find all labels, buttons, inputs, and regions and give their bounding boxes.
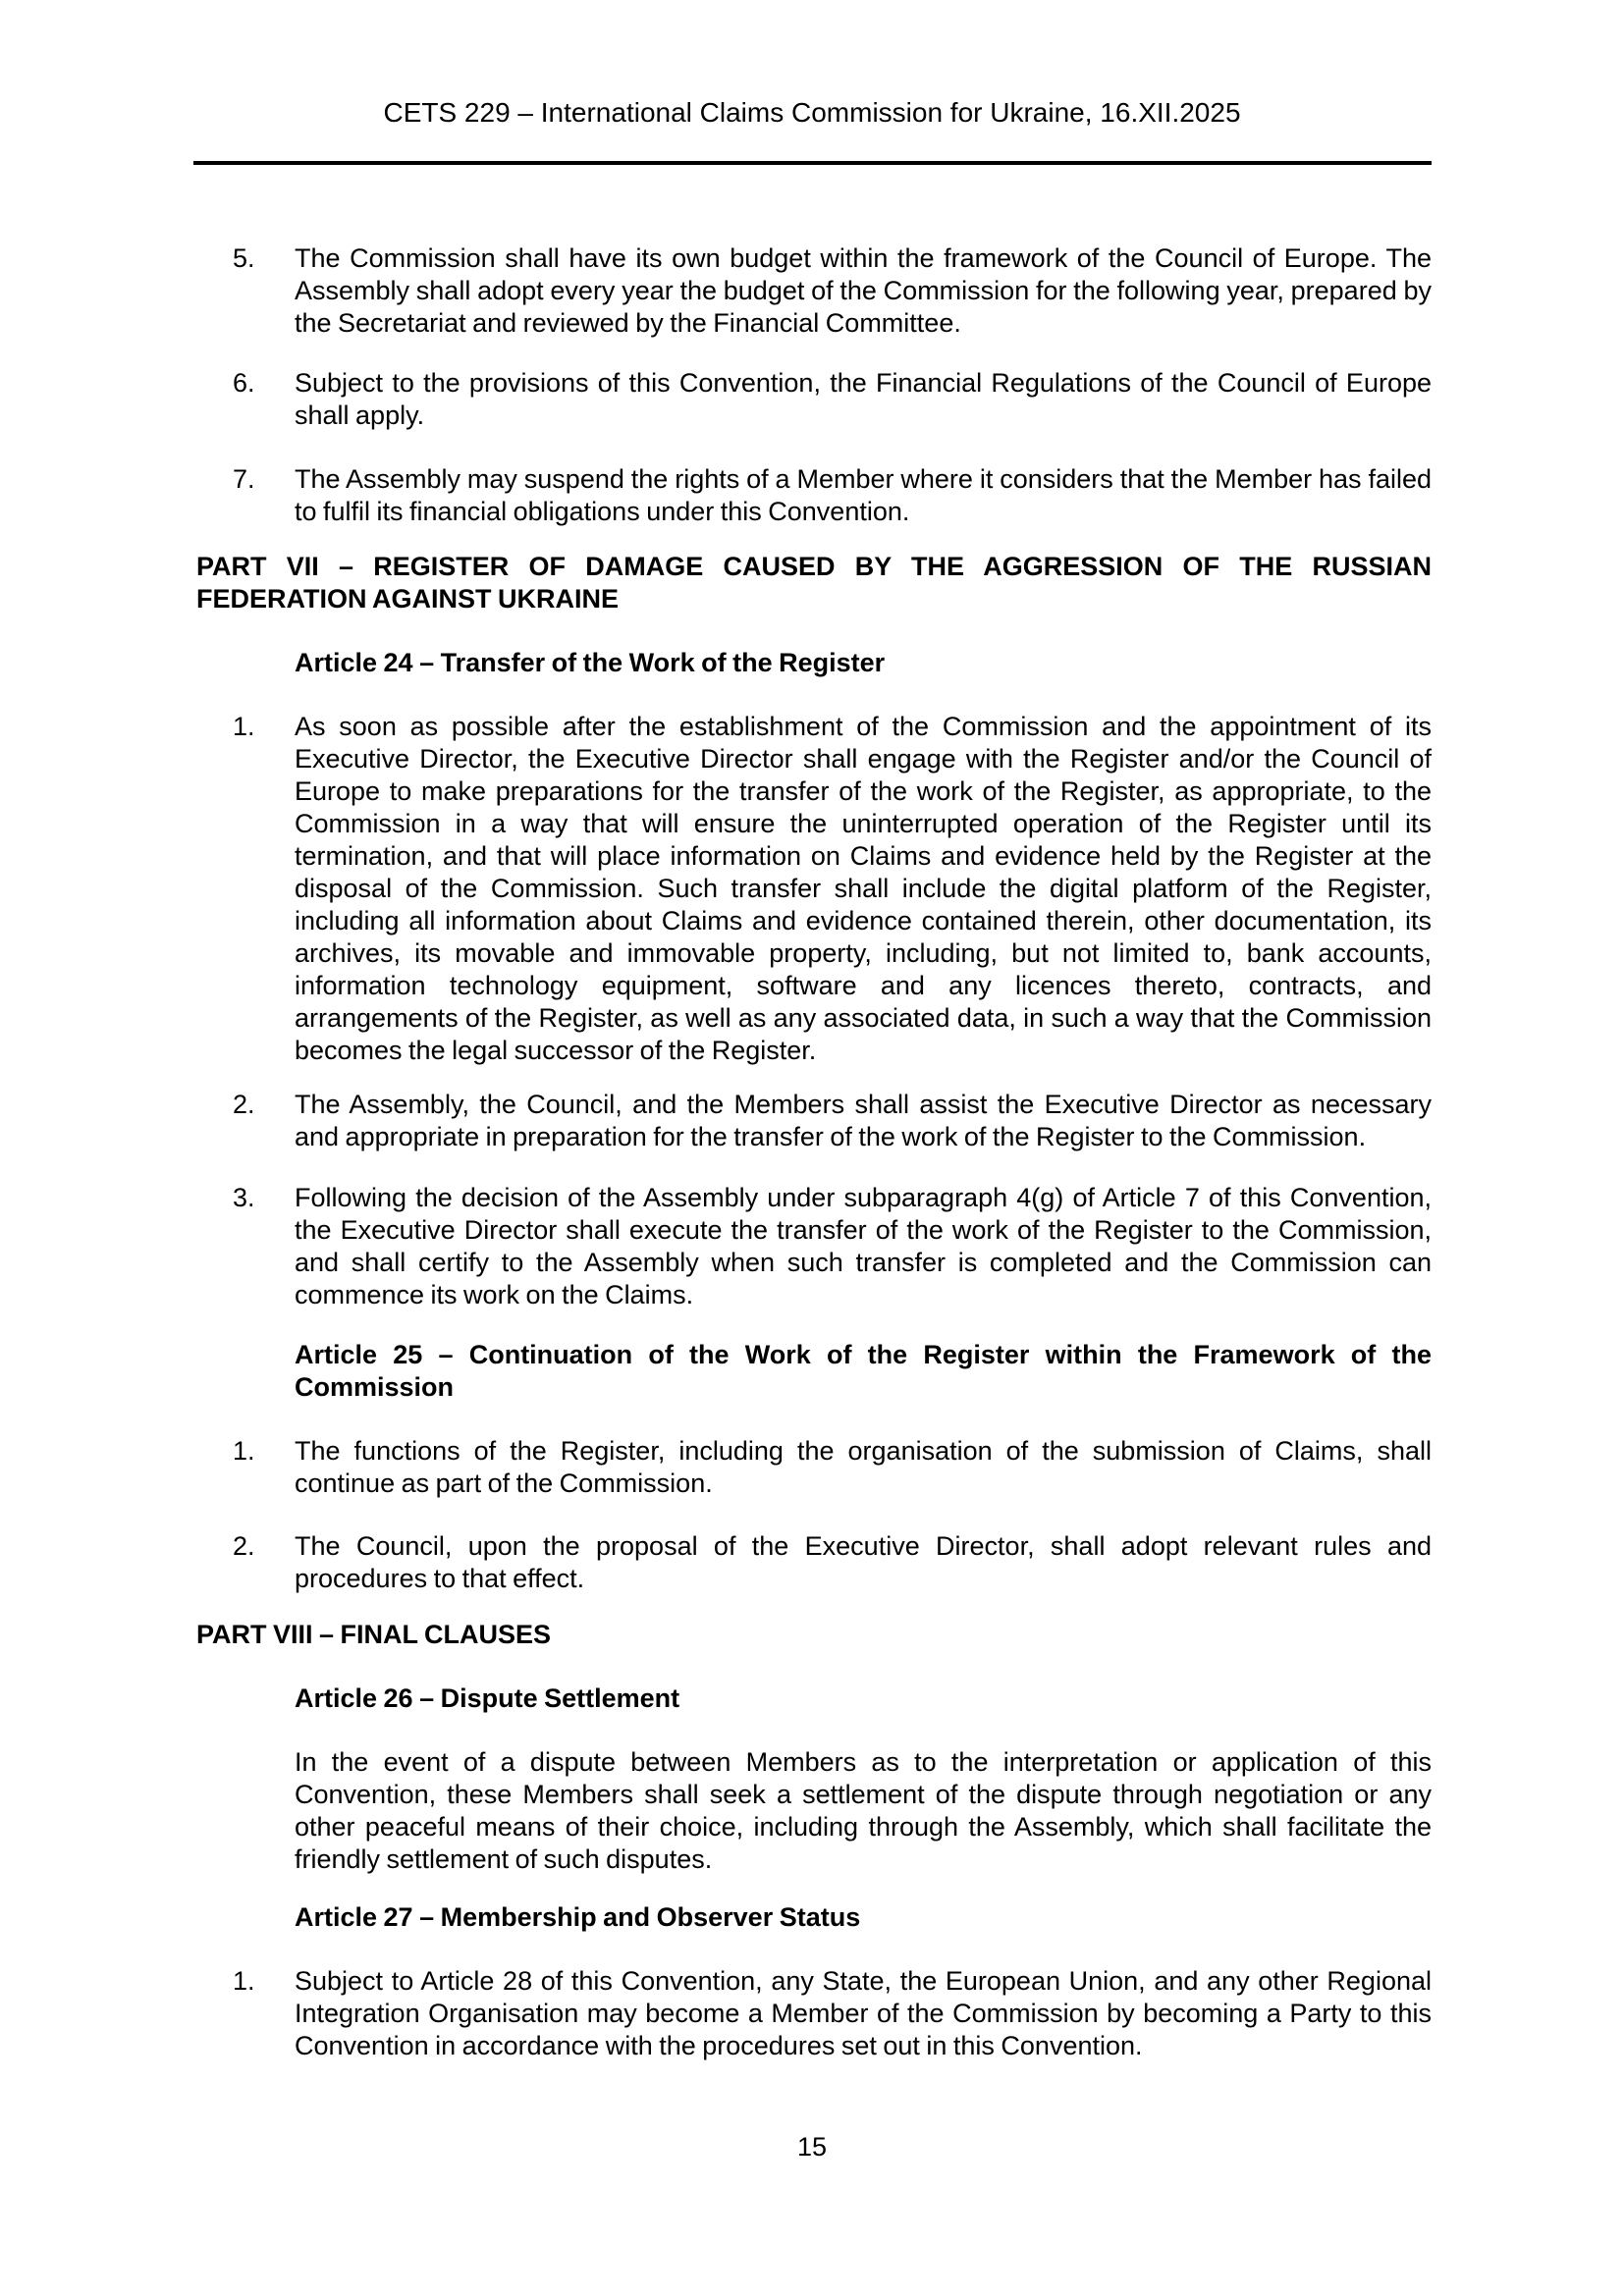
item-number: 2. xyxy=(233,1531,255,1561)
item-text: The Council, upon the proposal of the Executive Director, shall adopt relevant rules and procedures to that effect. xyxy=(295,1531,1432,1593)
list-item-7 xyxy=(233,463,1432,528)
article-26-heading: Article 26 – Dispute Settlement xyxy=(295,1683,680,1713)
article-26-paragraph: In the event of a dispute between Members as to the interpretation or application of this Convention, these Members shall seek a settlement of the dispute through negotiation or any other peaceful means of their choice, including through the Assembly, which shall facilitate the friendly settlement of such disputes. xyxy=(295,1747,1432,1874)
item-text: The Commission shall have its own budget within the framework of the Council of Europe. The Assembly shall adopt every year the budget of the Commission for the following year, prepared by the Secretariat and reviewed by the Financial Committee. xyxy=(295,243,1432,338)
item-text: Subject to Article 28 of this Convention, any State, the European Union, and any other Regional Integration Organisation may become a Member of the Commission by becoming a Party to this Convention in accordance with the procedures set out in this Convention. xyxy=(295,1966,1432,2060)
part-viii-heading: PART VIII – FINAL CLAUSES xyxy=(196,1620,552,1649)
item-number: 1. xyxy=(233,1966,255,1996)
item-number: 6. xyxy=(233,368,255,398)
item-number: 3. xyxy=(233,1183,255,1212)
item-text: The functions of the Register, including the organisation of the submission of Claims, shall continue as part of the Commission. xyxy=(295,1436,1432,1498)
item-text: As soon as possible after the establishment of the Commission and the appointment of its Executive Director, the Executive Director shall engage with the Register and/or the Council of Europe to make preparations for the transfer of the work of the Register, as appropriate, to the Commission in a way that will ensure the uninterrupted operation of the Register until its termination, and that will place information on Claims and evidence held by the Register at the disposal of the Commission. Such transfer shall include the digital platform of the Register, including all information about Claims and evidence contained therein, other documentation, its archives, its movable and immovable property, including, but not limited to, bank accounts, information technology equipment, software and any licences thereto, contracts, and arrangements of the Register, as well as any associated data, in such a way that the Commission becomes the legal successor of the Register. xyxy=(295,712,1432,1065)
article-27-item-1 xyxy=(233,1965,1432,2062)
article-25-item-2 xyxy=(233,1530,1432,1595)
item-number: 5. xyxy=(233,243,255,273)
item-text: Following the decision of the Assembly under subparagraph 4(g) of Article 7 of this Convention, the Executive Director shall execute the transfer of the work of the Register to the Commission, and shall certify to the Assembly when such transfer is completed and the Commission can commence its work on the Claims. xyxy=(295,1183,1432,1309)
article-25-heading: Article 25 – Continuation of the Work of the Register within the Framework of the Commission xyxy=(295,1340,1432,1402)
page-number: 15 xyxy=(796,2132,828,2162)
article-27-heading: Article 27 – Membership and Observer Status xyxy=(295,1902,861,1932)
article-24-item-2 xyxy=(233,1089,1432,1153)
item-number: 7. xyxy=(233,464,255,494)
article-24-item-1 xyxy=(233,711,1432,1067)
item-number: 2. xyxy=(233,1090,255,1119)
item-text: Subject to the provisions of this Convention, the Financial Regulations of the Council of Europe shall apply. xyxy=(295,368,1432,430)
header-rule xyxy=(193,161,1432,165)
item-number: 1. xyxy=(233,712,255,741)
article-24-item-3 xyxy=(233,1182,1432,1311)
list-item-6 xyxy=(233,367,1432,432)
item-text: The Assembly may suspend the rights of a Member where it considers that the Member has failed to fulfil its financial obligations under this Convention. xyxy=(295,464,1432,526)
article-25-item-1 xyxy=(233,1435,1432,1500)
page-header: CETS 229 – International Claims Commission for Ukraine, 16.XII.2025 xyxy=(383,97,1241,128)
article-24-heading: Article 24 – Transfer of the Work of the Register xyxy=(295,648,886,677)
item-number: 1. xyxy=(233,1436,255,1466)
part-vii-heading: PART VII – REGISTER OF DAMAGE CAUSED BY THE AGGRESSION OF THE RUSSIAN FEDERATION AGAINST UKRAINE xyxy=(196,552,1432,614)
item-text: The Assembly, the Council, and the Members shall assist the Executive Director as necessary and appropriate in preparation for the transfer of the work of the Register to the Commission. xyxy=(295,1090,1432,1151)
list-item-5 xyxy=(233,242,1432,340)
